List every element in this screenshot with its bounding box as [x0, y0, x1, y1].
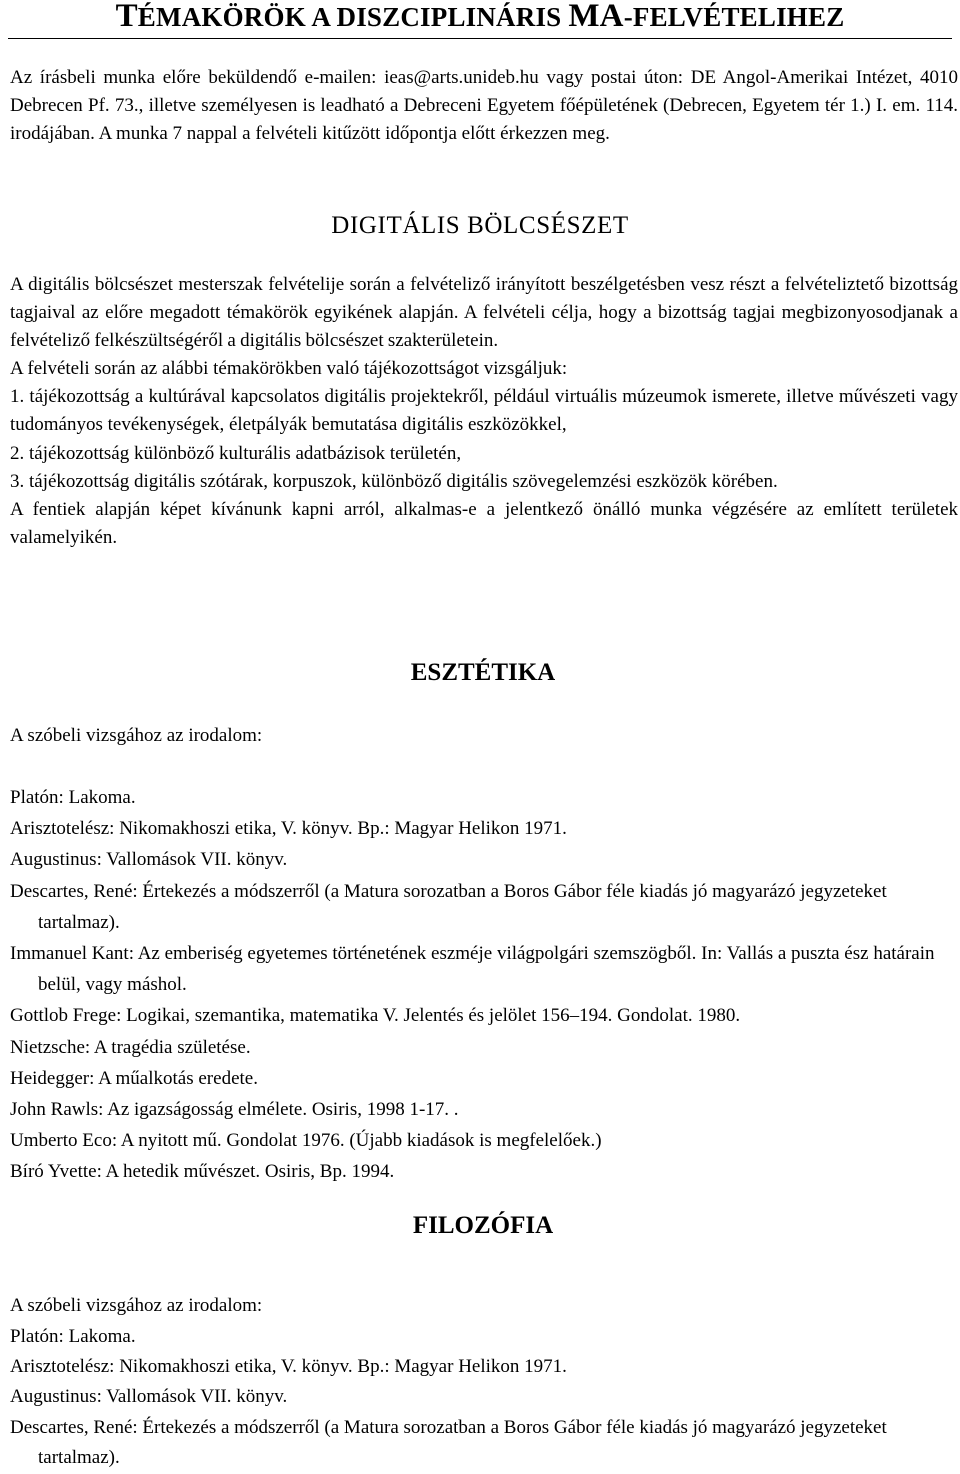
- reading-item: Bíró Yvette: A hetedik művészet. Osiris, Bp. 1994.: [10, 1161, 395, 1183]
- reading-item: Platón: Lakoma.: [10, 787, 136, 808]
- reading-item: Platón: Lakoma.: [10, 1326, 136, 1347]
- reading-item: Descartes, René: Értekezés a módszerről (a Matura sorozatban a Boros Gábor féle kiadás jó magyarázó jegyzeteket tartalmaz).: [10, 1416, 887, 1468]
- reading-item: Umberto Eco: A nyitott mű. Gondolat 1976. (Újabb kiadások is megfelelőek.): [10, 1130, 602, 1152]
- digitalis-paragraph: A digitális bölcsészet mesterszak felvételije során a felvételiző irányított beszélgetésben vesz részt a felvételiztető bizottság tagjaival az előre megadott témakörök egyikének alapján. A felvételi célja, hogy a bizottság tagjai megbizonyosodjanak a felvételiző felkészültségéről a digitális bölcsészet szakterületein.: [10, 274, 958, 352]
- filozofia-reading-list: [10, 1322, 958, 1473]
- reading-item: Heidegger: A műalkotás eredete.: [10, 1067, 258, 1089]
- reading-item: John Rawls: Az igazságosság elmélete. Osiris, 1998 1-17. .: [10, 1099, 459, 1121]
- section-heading-filozofia: FILOZÓFIA: [412, 1212, 554, 1239]
- reading-item: Arisztotelész: Nikomakhoszi etika, V. könyv. Bp.: Magyar Helikon 1971.: [10, 1356, 567, 1378]
- reading-item: Gottlob Frege: Logikai, szemantika, matematika V. Jelentés és jelölet 156–194. Gondolat. 1980.: [10, 1005, 741, 1027]
- esztetika-reading-list: [10, 782, 958, 1188]
- digitalis-body: [10, 271, 958, 552]
- esztetika-literature-label: A szóbeli vizsgához az irodalom:: [10, 725, 263, 746]
- section-heading-digitalis: DIGITÁLIS BÖLCSÉSZET: [331, 212, 629, 239]
- intro-paragraph: Az írásbeli munka előre beküldendő e-mailen: ieas@arts.unideb.hu vagy postai úton: DE Angol-Amerikai Intézet, 4010 Debrecen Pf. 73., illetve személyesen is leadható a Debreceni Egyetem főépületének (Debrecen, Egyetem tér 1.) I. em. 114. irodájában. A munka 7 nappal a felvételi kitűzött időpontja előtt érkezzen meg.: [10, 67, 958, 145]
- title-main: ÉMAKÖRÖK A DISZCIPLINÁRIS: [137, 2, 569, 32]
- digitalis-topic-item: 1. tájékozottság a kultúrával kapcsolatos digitális projektekről, például virtuális múzeumok ismerete, illetve művészeti vagy tudományos tevékenységek, életpályák bemutatása digitális eszközökkel,: [10, 386, 958, 436]
- reading-item: Augustinus: Vallomások VII. könyv.: [10, 849, 288, 871]
- digitalis-topic-item: 2. tájékozottság különböző kulturális adatbázisok területén,: [10, 442, 462, 464]
- reading-item: Arisztotelész: Nikomakhoszi etika, V. könyv. Bp.: Magyar Helikon 1971.: [10, 818, 567, 840]
- reading-item: Descartes, René: Értekezés a módszerről (a Matura sorozatban a Boros Gábor féle kiadás jó magyarázó jegyzeteket tartalmaz).: [10, 880, 887, 933]
- title-underline: [8, 38, 952, 39]
- filozofia-literature-label: A szóbeli vizsgához az irodalom:: [10, 1295, 263, 1316]
- title-rest: -FELVÉTELIHEZ: [623, 2, 845, 32]
- reading-item: Augustinus: Vallomások VII. könyv.: [10, 1386, 288, 1408]
- digitalis-topic-item: 3. tájékozottság digitális szótárak, korpuszok, különböző digitális szövegelemzési eszközök körében.: [10, 470, 778, 492]
- title-ma: MA: [568, 0, 624, 34]
- section-heading-esztetika: ESZTÉTIKA: [410, 659, 556, 686]
- digitalis-paragraph: A fentiek alapján képet kívánunk kapni arról, alkalmas-e a jelentkező önálló munka végzésére az említett területek valamelyikén.: [10, 498, 958, 548]
- reading-item: Immanuel Kant: Az emberiség egyetemes történetének eszméje világpolgári szemszögből. In: Vallás a puszta ész határain belül, vagy máshol.: [10, 943, 935, 996]
- title-initial: T: [115, 0, 138, 34]
- reading-item: Nietzsche: A tragédia születése.: [10, 1036, 251, 1058]
- digitalis-paragraph: A felvételi során az alábbi témakörökben való tájékozottságot vizsgáljuk:: [10, 358, 568, 380]
- document-title: [0, 0, 960, 33]
